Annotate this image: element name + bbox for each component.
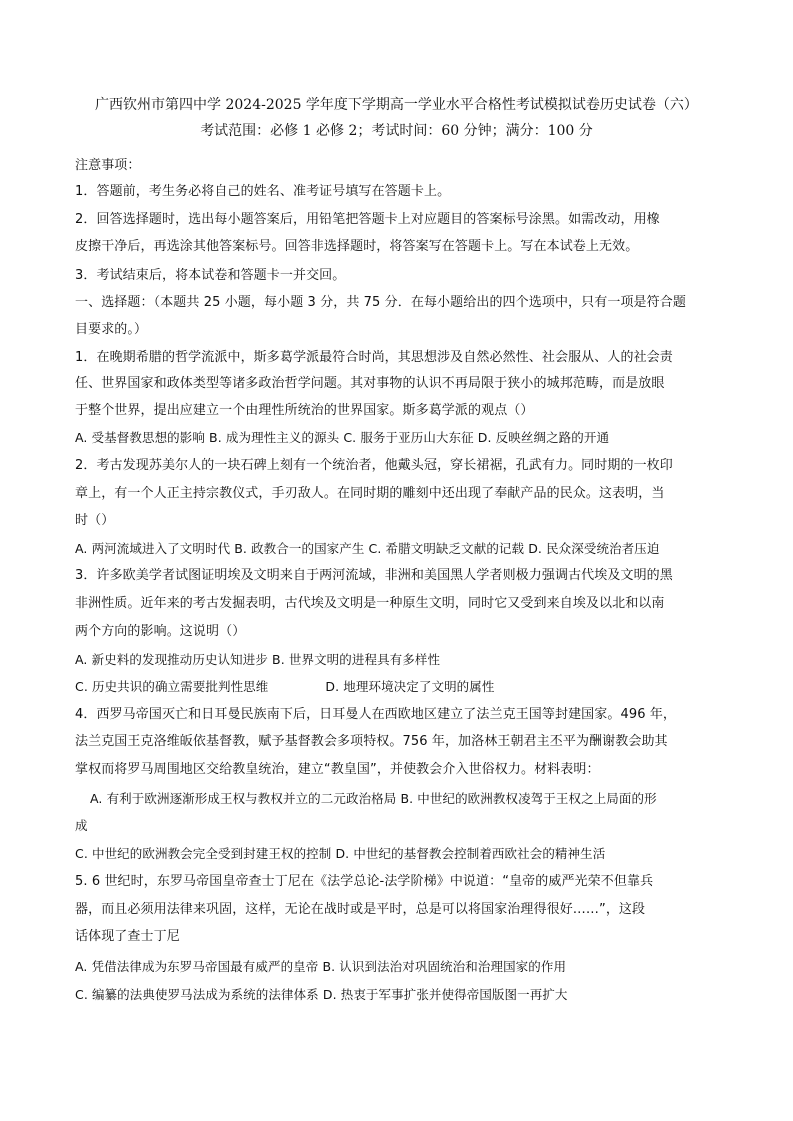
question-5-line-1: 5. 6 世纪时，东罗马帝国皇帝查士丁尼在《法学总论-法学阶梯》中说道：“皇帝的威严光荣不但靠兵 bbox=[75, 874, 654, 889]
question-4-line-1: 4．西罗马帝国灭亡和日耳曼民族南下后，日耳曼人在西欧地区建立了法兰克王国等封建国家。496 年， bbox=[75, 707, 677, 722]
question-1-options: A. 受基督教思想的影响 B. 成为理性主义的源头 C. 服务于亚历山大东征 D. 反映丝绸之路的开通 bbox=[75, 430, 610, 445]
notice-heading: 注意事项： bbox=[75, 158, 141, 173]
section-heading-line-2: 目要求的。） bbox=[75, 322, 148, 337]
question-2-options: A. 两河流域进入了文明时代 B. 政教合一的国家产生 C. 希腊文明缺乏文献的记载 D. 民众深受统治者压迫 bbox=[75, 541, 660, 556]
question-4-line-2: 法兰克国王克洛维皈依基督教，赋予基督教会多项特权。756 年，加洛林王朝君主丕平为酬谢教会助其 bbox=[75, 734, 668, 749]
question-4-options-row-1-wrap: 成 bbox=[75, 818, 88, 833]
question-3-line-2: 非洲性质。近年来的考古发掘表明，古代埃及文明是一种原生文明，同时它又受到来自埃及以北和以南 bbox=[75, 596, 665, 611]
notice-item-2-line-1: 2．回答选择题时，选出每小题答案后，用铅笔把答题卡上对应题目的答案标号涂黑。如需改动，用橡 bbox=[75, 212, 660, 227]
question-3-options-row-1: A. 新史料的发现推动历史认知进步 B. 世界文明的进程具有多样性 bbox=[75, 652, 441, 667]
question-1-line-2: 任、世界国家和政体类型等诸多政治哲学问题。其对事物的认识不再局限于狭小的城邦范畴，而是放眼 bbox=[75, 376, 665, 391]
question-3-line-1: 3．许多欧美学者试图证明埃及文明来自于两河流域，非洲和美国黑人学者则极力强调古代埃及文明的黑 bbox=[75, 568, 673, 583]
notice-item-2-line-2: 皮擦干净后，再选涂其他答案标号。回答非选择题时，将答案写在答题卡上。写在本试卷上无效。 bbox=[75, 239, 639, 254]
question-4-options-row-1: A. 有利于欧洲逐渐形成王权与教权并立的二元政治格局 B. 中世纪的欧洲教权凌驾于王权之上局面的形 bbox=[90, 791, 657, 806]
question-2-line-2: 章上，有一个人正主持宗教仪式，手刃敌人。在同时期的雕刻中还出现了奉献产品的民众。这表明，当 bbox=[75, 486, 665, 501]
question-2-line-1: 2．考古发现苏美尔人的一块石碑上刻有一个统治者，他戴头冠，穿长裙裾，孔武有力。同时期的一枚印 bbox=[75, 458, 673, 473]
exam-subtitle: 考试范围：必修 1 必修 2；考试时间：60 分钟；满分：100 分 bbox=[200, 123, 593, 139]
exam-title: 广西钦州市第四中学 2024-2025 学年度下学期高一学业水平合格性考试模拟试卷历史试卷（六） bbox=[95, 97, 698, 113]
question-5-line-3: 话体现了查士丁尼 bbox=[75, 929, 180, 944]
notice-item-3: 3．考试结束后，将本试卷和答题卡一并交回。 bbox=[75, 268, 346, 283]
question-3-options-row-2: C. 历史共识的确立需要批判性思维 D. 地理环境决定了文明的属性 bbox=[75, 679, 495, 694]
question-1-line-3: 于整个世界，提出应建立一个由理性所统治的世界国家。斯多葛学派的观点（） bbox=[75, 403, 534, 418]
question-5-options-row-2: C. 编纂的法典使罗马法成为系统的法律体系 D. 热衷于军事扩张并使得帝国版图一再扩大 bbox=[75, 987, 568, 1002]
question-4-line-3: 掌权而将罗马周围地区交给教皇统治，建立“教皇国”，并使教会介入世俗权力。材料表明： bbox=[75, 762, 600, 777]
question-3-line-3: 两个方向的影响。这说明（） bbox=[75, 624, 246, 639]
question-5-line-2: 器，而且必须用法律来巩固，这样，无论在战时或是平时，总是可以将国家治理得很好……”，这段 bbox=[75, 902, 646, 917]
section-heading-line-1: 一、选择题：（本题共 25 小题，每小题 3 分，共 75 分．在每小题给出的四个选项中，只有一项是符合题 bbox=[75, 295, 686, 310]
question-4-options-row-2: C. 中世纪的欧洲教会完全受到封建王权的控制 D. 中世纪的基督教会控制着西欧社会的精神生活 bbox=[75, 846, 606, 861]
notice-item-1: 1．答题前，考生务必将自己的姓名、准考证号填写在答题卡上。 bbox=[75, 184, 451, 199]
question-5-options-row-1: A. 凭借法律成为东罗马帝国最有威严的皇帝 B. 认识到法治对巩固统治和治理国家的作用 bbox=[75, 959, 567, 974]
question-2-line-3: 时（） bbox=[75, 513, 115, 528]
question-1-line-1: 1．在晚期希腊的哲学流派中，斯多葛学派最符合时尚，其思想涉及自然必然性、社会服从、人的社会责 bbox=[75, 350, 673, 365]
